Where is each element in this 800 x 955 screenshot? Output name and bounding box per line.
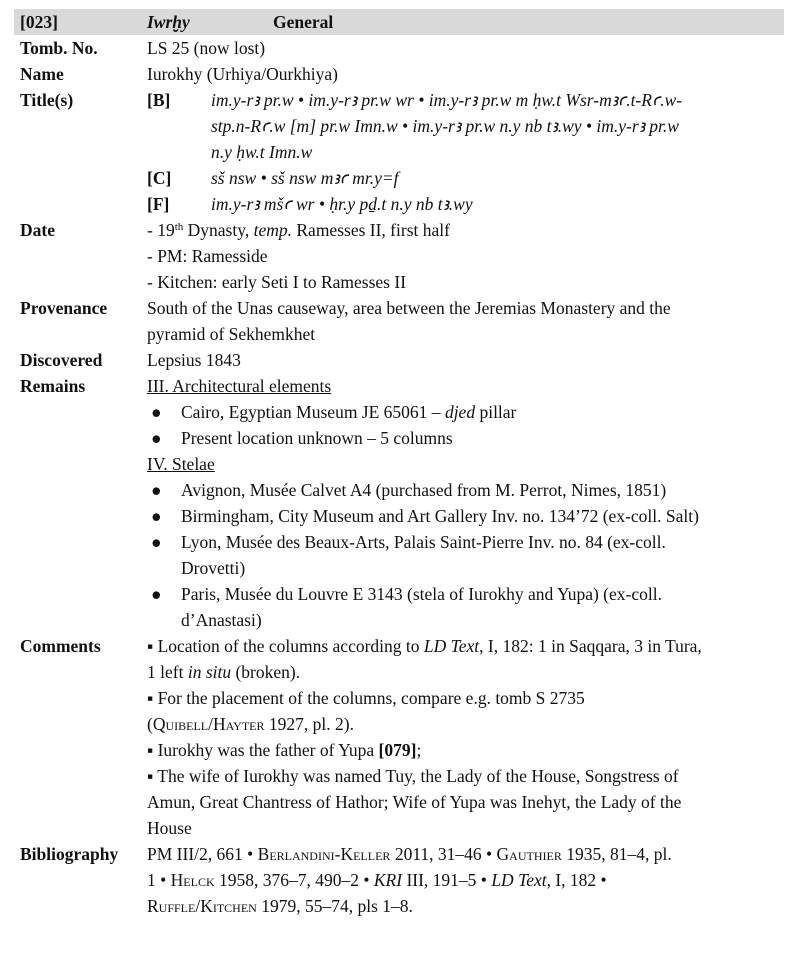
entry-name: Iwrḫy [147, 12, 190, 32]
entry-id: [023] [20, 12, 58, 32]
titles-row [14, 87, 784, 217]
entry-header [14, 9, 784, 35]
name-value: Iurokhy (Urhiya/Ourkhiya) [147, 64, 338, 84]
remains-content [147, 373, 784, 633]
provenance-line1: South of the Unas causeway, area between the Jeremias Monastery and the [147, 298, 671, 318]
title-b-line2: stp.n-Rꜥ.w [m] pr.w Imn.w • im.y-rꜣ pr.w n.y nb tꜣ.wy • im.y-rꜣ pr.w [211, 116, 679, 136]
bibliography-row [14, 841, 784, 919]
comment-2: ▪ For the placement of the columns, compare e.g. tomb S 2735 [147, 688, 585, 708]
title-f [147, 191, 784, 217]
bibliography-label: Bibliography [20, 844, 119, 864]
titles-content [147, 87, 784, 217]
remains-row [14, 373, 784, 633]
title-b-line1: im.y-rꜣ pr.w • im.y-rꜣ pr.w wr • im.y-rꜣ pr.w m ḥw.t Wsr-mꜣꜥ.t-Rꜥ.w- [211, 90, 683, 110]
date-row [14, 217, 784, 295]
name-label: Name [20, 64, 64, 84]
tomb-no-row [14, 35, 784, 61]
comment-1-cont: 1 left in situ (broken). [147, 662, 301, 682]
comment-4-cont: Amun, Great Chantress of Hathor; Wife of Yupa was Inehyt, the Lady of the [147, 792, 682, 812]
bibliography-content [147, 841, 784, 919]
comment-3: ▪ Iurokhy was the father of Yupa [079]; [147, 740, 422, 760]
bullet-icon: ● [151, 506, 162, 526]
bibliography-line1: PM III/2, 661 • Berlandini-Keller 2011, 31–46 • Gauthier 1935, 81–4, pl. [147, 844, 672, 864]
list-item: ● Present location unknown – 5 columns [147, 425, 784, 451]
tomb-no-label: Tomb. No. [20, 38, 98, 58]
list-item: ● Lyon, Musée des Beaux-Arts, Palais Saint-Pierre Inv. no. 84 (ex-coll. Drovetti) [147, 529, 784, 581]
title-f-text: im.y-rꜣ mšꜥ wr • ḥr.y pḏ.t n.y nb tꜣ.wy [211, 194, 473, 214]
remains-section-stelae: IV. Stelae [147, 454, 215, 474]
discovered-row [14, 347, 784, 373]
bullet-icon: ● [151, 428, 162, 448]
comments-row [14, 633, 784, 841]
date-line3: - Kitchen: early Seti I to Ramesses II [147, 272, 407, 292]
title-b [147, 87, 784, 165]
catalogue-entry [14, 9, 784, 919]
date-content [147, 217, 784, 295]
provenance-row [14, 295, 784, 347]
date-line1: - 19th Dynasty, temp. Ramesses II, first half [147, 220, 450, 240]
list-item: ● Birmingham, City Museum and Art Gallery Inv. no. 134’72 (ex-coll. Salt) [147, 503, 784, 529]
title-b-line3: n.y ḥw.t Imn.w [211, 142, 313, 162]
provenance-label: Provenance [20, 298, 108, 318]
provenance-line2: pyramid of Sekhemkhet [147, 324, 316, 344]
comments-label: Comments [20, 636, 101, 656]
bibliography-line3: Ruffle/Kitchen 1979, 55–74, pls 1–8. [147, 896, 413, 916]
comment-4: ▪ The wife of Iurokhy was named Tuy, the Lady of the House, Songstress of [147, 766, 679, 786]
bullet-icon: ● [151, 532, 162, 552]
comment-2-cont: (Quibell/Hayter 1927, pl. 2). [147, 714, 354, 734]
title-f-code: [F] [147, 194, 170, 214]
titles-label: Title(s) [20, 90, 74, 110]
date-line2: - PM: Ramesside [147, 246, 268, 266]
list-item: ● Avignon, Musée Calvet A4 (purchased from M. Perrot, Nimes, 1851) [147, 477, 784, 503]
list-item: ● Paris, Musée du Louvre E 3143 (stela of Iurokhy and Yupa) (ex-coll. d’Anastasi) [147, 581, 784, 633]
title-c [147, 165, 784, 191]
entry-category: General [273, 12, 334, 32]
date-label: Date [20, 220, 55, 240]
comments-content [147, 633, 784, 841]
title-c-text: sš nsw • sš nsw mꜣꜥ mr.y=f [211, 168, 399, 188]
tomb-no-value: LS 25 (now lost) [147, 38, 266, 58]
remains-label: Remains [20, 376, 86, 396]
bibliography-line2: 1 • Helck 1958, 376–7, 490–2 • KRI III, 191–5 • LD Text, I, 182 • [147, 870, 607, 890]
comment-4-end: House [147, 818, 192, 838]
discovered-value: Lepsius 1843 [147, 350, 241, 370]
bullet-icon: ● [151, 480, 162, 500]
comment-1: ▪ Location of the columns according to LD Text, I, 182: 1 in Saqqara, 3 in Tura, [147, 636, 702, 656]
title-b-code: [B] [147, 90, 171, 110]
bullet-icon: ● [151, 584, 162, 604]
title-c-code: [C] [147, 168, 172, 188]
remains-section-architectural: III. Architectural elements [147, 376, 332, 396]
bullet-icon: ● [151, 402, 162, 422]
provenance-content [147, 295, 784, 347]
list-item: ● Cairo, Egyptian Museum JE 65061 – djed pillar [147, 399, 784, 425]
name-row [14, 61, 784, 87]
discovered-label: Discovered [20, 350, 103, 370]
